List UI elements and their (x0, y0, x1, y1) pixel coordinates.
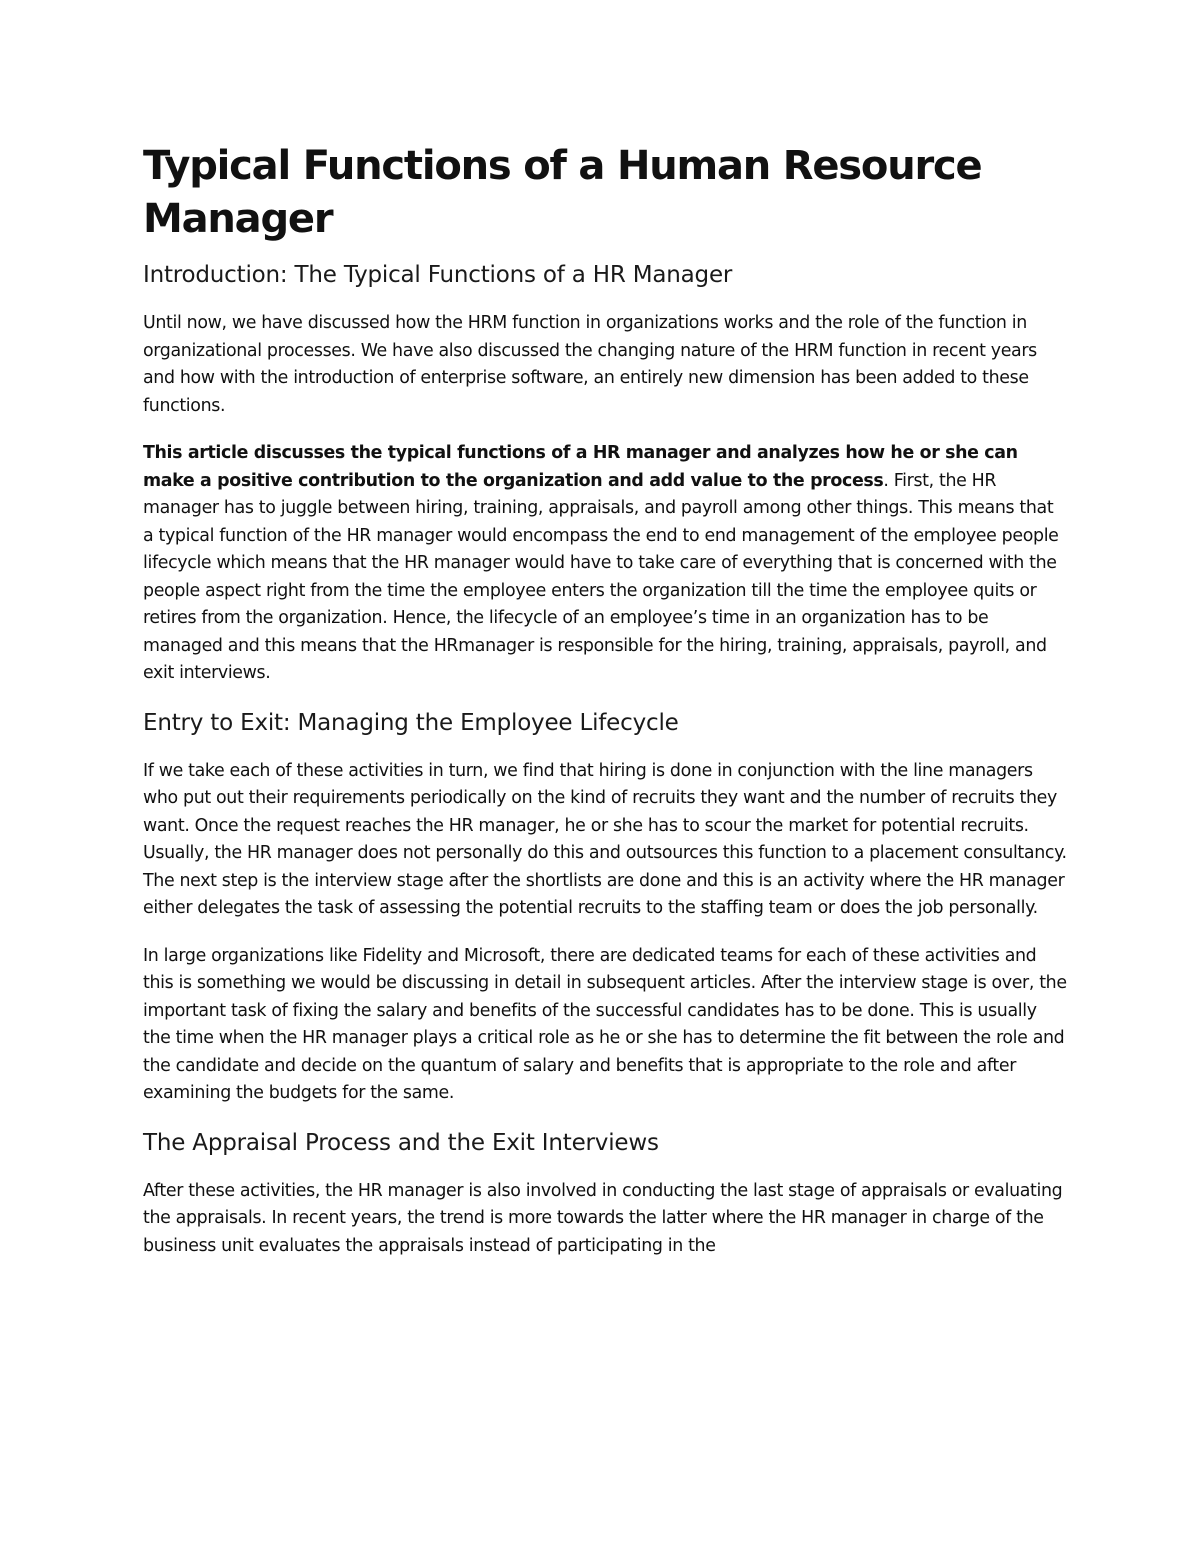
document-title: Typical Functions of a Human Resource Manager (143, 143, 982, 242)
article-summary-bold: This article discusses the typical functions of a HR manager and analyzes how he or she can make a positive contribution to the organization and add value to the process (143, 443, 1018, 491)
lifecycle-heading: Entry to Exit: Managing the Employee Lifecycle (143, 709, 679, 736)
appraisal-heading: The Appraisal Process and the Exit Interviews (143, 1129, 659, 1156)
intro-heading: Introduction: The Typical Functions of a HR Manager (143, 262, 733, 288)
intro-paragraph: Until now, we have discussed how the HRM function in organizations works and the role of the function in organizational processes. We have also discussed the changing nature of the HRM function in recent years and how with the introduction of enterprise software, an entirely new dimension has been added to these functions. (143, 313, 1037, 416)
lifecycle-paragraph-1: If we take each of these activities in turn, we find that hiring is done in conjunction with the line managers who put out their requirements periodically on the kind of recruits they want and the number of recruits they want. Once the request reaches the HR manager, he or she has to scour the market for potential recruits. Usually, the HR manager does not personally do this and outsources this function to a placement consultancy. The next step is the interview stage after the shortlists are done and this is an activity where the HR manager either delegates the task of assessing the potential recruits to the staffing team or does the job personally. (143, 760, 1067, 918)
document-page (143, 140, 1068, 1280)
lifecycle-paragraph-2: In large organizations like Fidelity and Microsoft, there are dedicated teams for each of these activities and this is something we would be discussing in detail in subsequent articles. After the interview stage is over, the important task of fixing the salary and benefits of the successful candidates has to be done. This is usually the time when the HR manager plays a critical role as he or she has to determine the fit between the role and the candidate and decide on the quantum of salary and benefits that is appropriate to the role and after examining the budgets for the same. (143, 945, 1067, 1103)
article-summary-text: . First, the HR manager has to juggle between hiring, training, appraisals, and payroll among other things. This means that a typical function of the HR manager would encompass the end to end management of the employee people lifecycle which means that the HR manager would have to take care of everything that is concerned with the people aspect right from the time the employee enters the organization till the time the employee quits or retires from the organization. Hence, the lifecycle of an employee’s time in an organization has to be managed and this means that the HRmanager is responsible for the hiring, training, appraisals, payroll, and exit interviews. (143, 470, 1059, 683)
article-summary-paragraph (143, 440, 1068, 688)
appraisal-paragraph-1: After these activities, the HR manager is also involved in conducting the last stage of appraisals or evaluating the appraisals. In recent years, the trend is more towards the latter where the HR manager in charge of the business unit evaluates the appraisals instead of participating in the (143, 1180, 1063, 1256)
